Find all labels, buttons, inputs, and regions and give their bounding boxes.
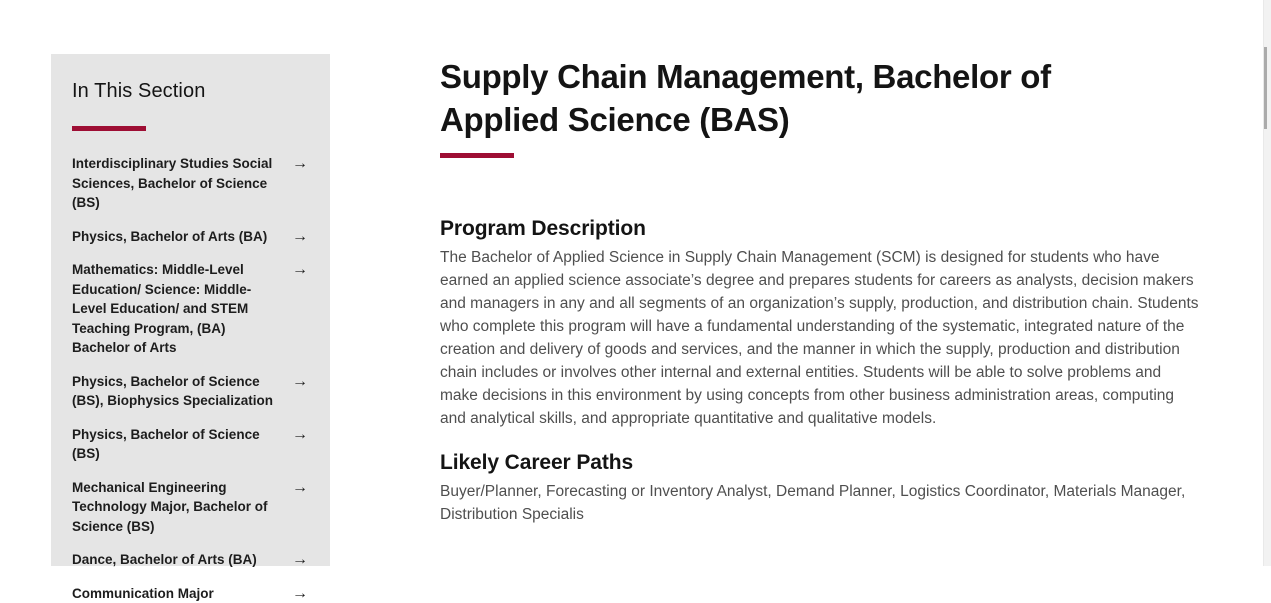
sidebar-item-label: Physics, Bachelor of Science (BS)	[72, 425, 278, 464]
sidebar-item-mechanical-engineering-technology[interactable]	[72, 478, 310, 537]
title-accent-divider	[440, 153, 514, 158]
arrow-right-icon: →	[292, 425, 310, 444]
arrow-right-icon: →	[292, 584, 310, 603]
likely-career-paths-text: Buyer/Planner, Forecasting or Inventory Analyst, Demand Planner, Logistics Coordinator, Materials Manager, Distribution Specialis	[440, 480, 1202, 526]
arrow-right-icon: →	[292, 550, 310, 569]
sidebar-item-physics-bs[interactable]	[72, 425, 310, 464]
program-description-section	[440, 217, 1202, 430]
sidebar-item-label: Physics, Bachelor of Arts (BA)	[72, 227, 278, 247]
likely-career-paths-section	[440, 451, 1202, 526]
program-description-text: The Bachelor of Applied Science in Supply Chain Management (SCM) is designed for students who have earned an applied science associate’s degree and prepares students for careers as analysts, decision makers and managers in any and all segments of an organization’s supply, production, and distribution chain. Students who complete this program will have a fundamental understanding of the systematic, integrated nature of the creation and delivery of goods and services, and the manner in which the supply, production and distribution chain includes or involves other internal and external entities. Students will be able to solve problems and make decisions in this environment by using concepts from other business administration areas, computing and analytical skills, and appropriate quantitative and qualitative models.	[440, 246, 1202, 430]
sidebar-item-label: Communication Major	[72, 584, 278, 603]
vertical-scrollbar-thumb[interactable]	[1264, 47, 1267, 129]
program-description-heading: Program Description	[440, 217, 1202, 241]
sidebar-item-physics-ba[interactable]	[72, 227, 310, 247]
page-title: Supply Chain Management, Bachelor of Applied Science (BAS)	[440, 55, 1140, 141]
arrow-right-icon: →	[292, 260, 310, 279]
sidebar-item-label: Mechanical Engineering Technology Major, Bachelor of Science (BS)	[72, 478, 278, 537]
likely-career-paths-heading: Likely Career Paths	[440, 451, 1202, 475]
program-content	[440, 55, 1202, 526]
sidebar-item-communication-major[interactable]	[72, 584, 310, 603]
vertical-scrollbar-track[interactable]	[1263, 0, 1271, 566]
sidebar-accent-divider	[72, 126, 146, 131]
arrow-right-icon: →	[292, 227, 310, 246]
sidebar-item-mathematics-middle-level[interactable]	[72, 260, 310, 358]
sidebar-item-label: Mathematics: Middle-Level Education/ Science: Middle-Level Education/ and STEM Teaching Program, (BA) Bachelor of Arts	[72, 260, 278, 358]
section-nav	[72, 154, 310, 603]
sidebar-item-label: Physics, Bachelor of Science (BS), Biophysics Specialization	[72, 372, 278, 411]
sidebar-item-physics-bs-biophysics[interactable]	[72, 372, 310, 411]
sidebar-item-interdisciplinary-studies[interactable]	[72, 154, 310, 213]
arrow-right-icon: →	[292, 372, 310, 391]
in-this-section-sidebar	[51, 54, 330, 566]
arrow-right-icon: →	[292, 478, 310, 497]
sidebar-heading: In This Section	[72, 80, 310, 103]
sidebar-item-label: Interdisciplinary Studies Social Sciences, Bachelor of Science (BS)	[72, 154, 278, 213]
arrow-right-icon: →	[292, 154, 310, 173]
sidebar-item-dance-ba[interactable]	[72, 550, 310, 570]
sidebar-item-label: Dance, Bachelor of Arts (BA)	[72, 550, 278, 570]
